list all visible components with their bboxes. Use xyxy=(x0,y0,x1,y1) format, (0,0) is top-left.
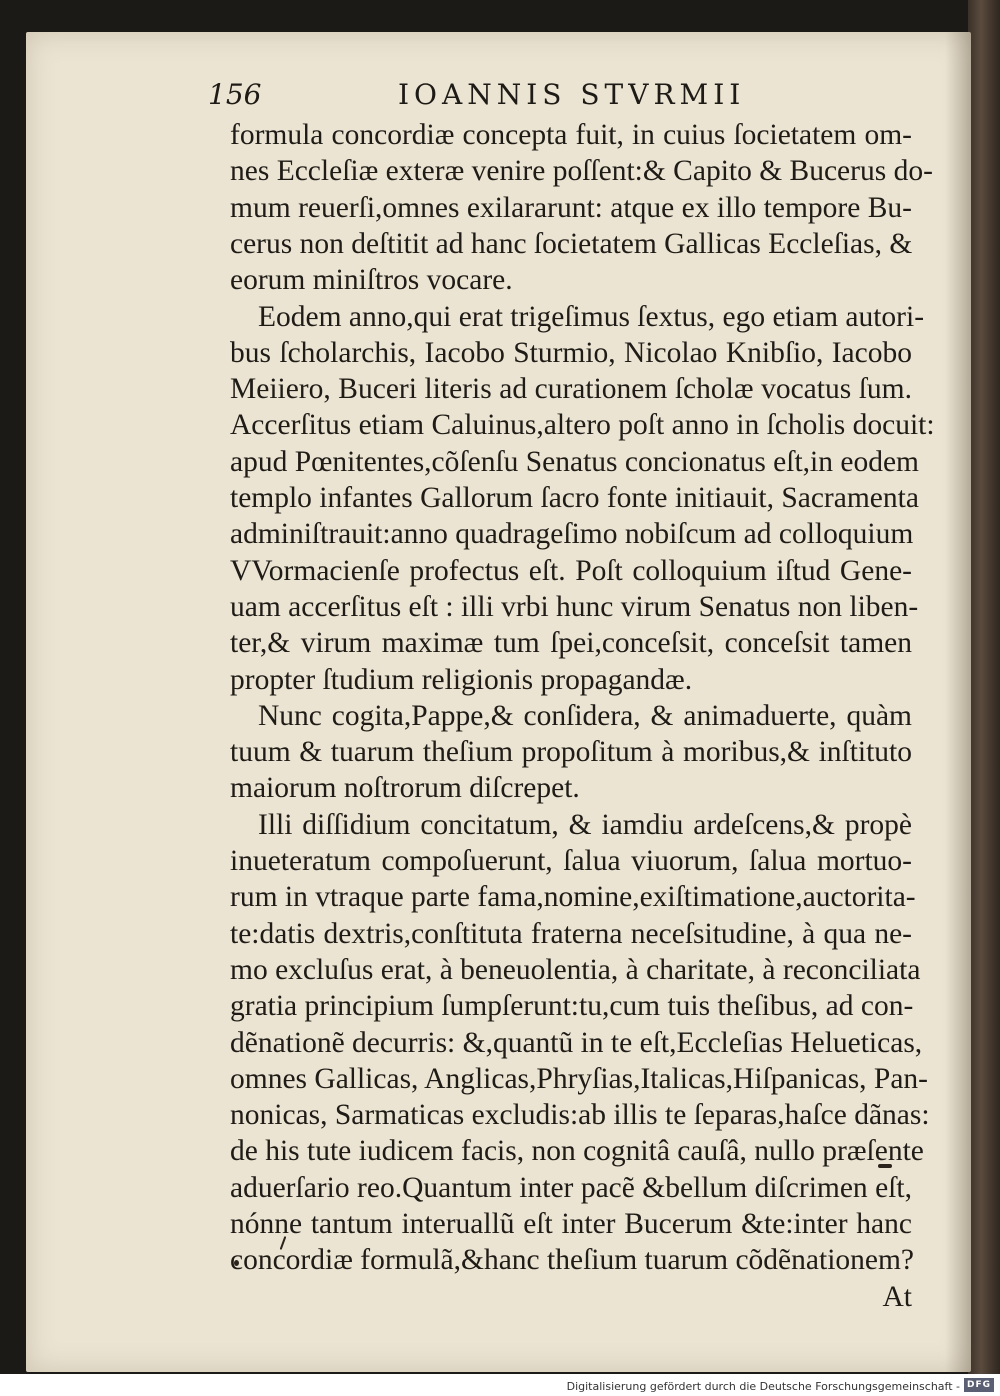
text-line: aduerſario reo.Quantum inter pacẽ &bellum diſcrimen eſt, xyxy=(230,1171,912,1204)
running-title: IOANNIS STVRMII xyxy=(398,78,746,111)
footer-band xyxy=(0,1374,1000,1396)
text-line: VVormacienſe profectus eſt. Poſt colloquium iſtud Gene- xyxy=(230,554,912,587)
text-line: templo infantes Gallorum ſacro fonte initiauit, Sacramenta xyxy=(230,482,919,514)
text-line: concordiæ formulã,&hanc theſium tuarum cõdẽnationem? xyxy=(230,1244,915,1277)
running-head xyxy=(208,78,913,118)
text-line: Illi diſſidium concitatum, & iamdiu ardeſcens,& propè xyxy=(258,808,912,841)
text-line: omnes Gallicas, Anglicas,Phryſias,Italicas,Hiſpanicas, Pan- xyxy=(230,1062,929,1095)
text-line: te:datis dextris,conſtituta fraterna neceſsitudine, à qua ne- xyxy=(230,917,912,950)
text-line: Meiiero, Buceri literis ad curationem ſcholæ vocatus ſum. xyxy=(230,373,912,406)
text-line: propter ſtudium religionis propagandæ. xyxy=(230,663,693,696)
text-line: apud Pœnitentes,cõſenſu Senatus concionatus eſt,in eodem xyxy=(230,445,920,478)
text-line: mo excluſus erat, à beneuolentia, à charitate, à reconciliata xyxy=(230,953,921,986)
text-line: bus ſcholarchis, Iacobo Sturmio, Nicolao Knibſio, Iacobo xyxy=(230,336,912,369)
book-spine-edge xyxy=(968,0,1000,1375)
text-line: rum in vtraque parte fama,nomine,exiſtimatione,auctorita- xyxy=(230,881,916,914)
text-line: nonicas, Sarmaticas excludis:ab illis te ſeparas,haſce dãnas: xyxy=(230,1099,930,1132)
digitization-credit: Digitalisierung gefördert durch die Deutsche Forschungsgemeinschaft - xyxy=(566,1380,960,1393)
text-line: tuum & tuarum theſium propoſitum à moribus,& inſtituto xyxy=(230,736,912,769)
text-line: adminiſtrauit:anno quadrageſimo nobiſcum ad colloquium xyxy=(230,518,914,551)
text-line: inueteratum compoſuerunt, ſalua viuorum, ſalua mortuo- xyxy=(230,845,912,877)
text-line: ter,& virum maximæ tum ſpei,conceſsit, conceſsit tamen xyxy=(230,627,912,660)
text-line: mum reuerſi,omnes exilararunt: atque ex illo tempore Bu- xyxy=(230,191,912,224)
text-line: Accerſitus etiam Caluinus,altero poſt anno in ſcholis docuit: xyxy=(230,409,935,442)
text-line: de his tute iudicem facis, non cognitâ cauſâ, nullo præſente xyxy=(230,1135,924,1168)
text-line: eorum miniſtros vocare. xyxy=(230,264,513,297)
text-line: uam accerſitus eſt : illi vrbi hunc virum Senatus non liben- xyxy=(230,590,919,623)
text-line: Eodem anno,qui erat trigeſimus ſextus, ego etiam autori- xyxy=(258,300,925,333)
text-line: At xyxy=(882,1280,912,1313)
text-line: cerus non deſtitit ad hanc ſocietatem Gallicas Eccleſias, & xyxy=(230,227,913,260)
text-line: maiorum noſtrorum diſcrepet. xyxy=(230,772,580,805)
text-line: Nunc cogita,Pappe,& conſidera, & animaduerte, quàm xyxy=(258,699,912,732)
text-line: nes Eccleſiæ exteræ venire poſſent:& Capito & Bucerus do- xyxy=(230,155,933,188)
text-line: nónne tantum interuallũ eſt inter Bucerum &te:inter hanc xyxy=(230,1208,912,1240)
text-line: dẽnationẽ decurris: &,quantũ in te eſt,Eccleſias Helueticas, xyxy=(230,1026,923,1059)
text-line: formula concordiæ concepta fuit, in cuius ſocietatem om- xyxy=(230,119,912,151)
text-line: gratia principium ſumpſerunt:tu,cum tuis theſibus, ad con- xyxy=(230,990,914,1023)
page-number: 156 xyxy=(208,78,262,111)
dfg-logo: DFG xyxy=(964,1378,994,1392)
